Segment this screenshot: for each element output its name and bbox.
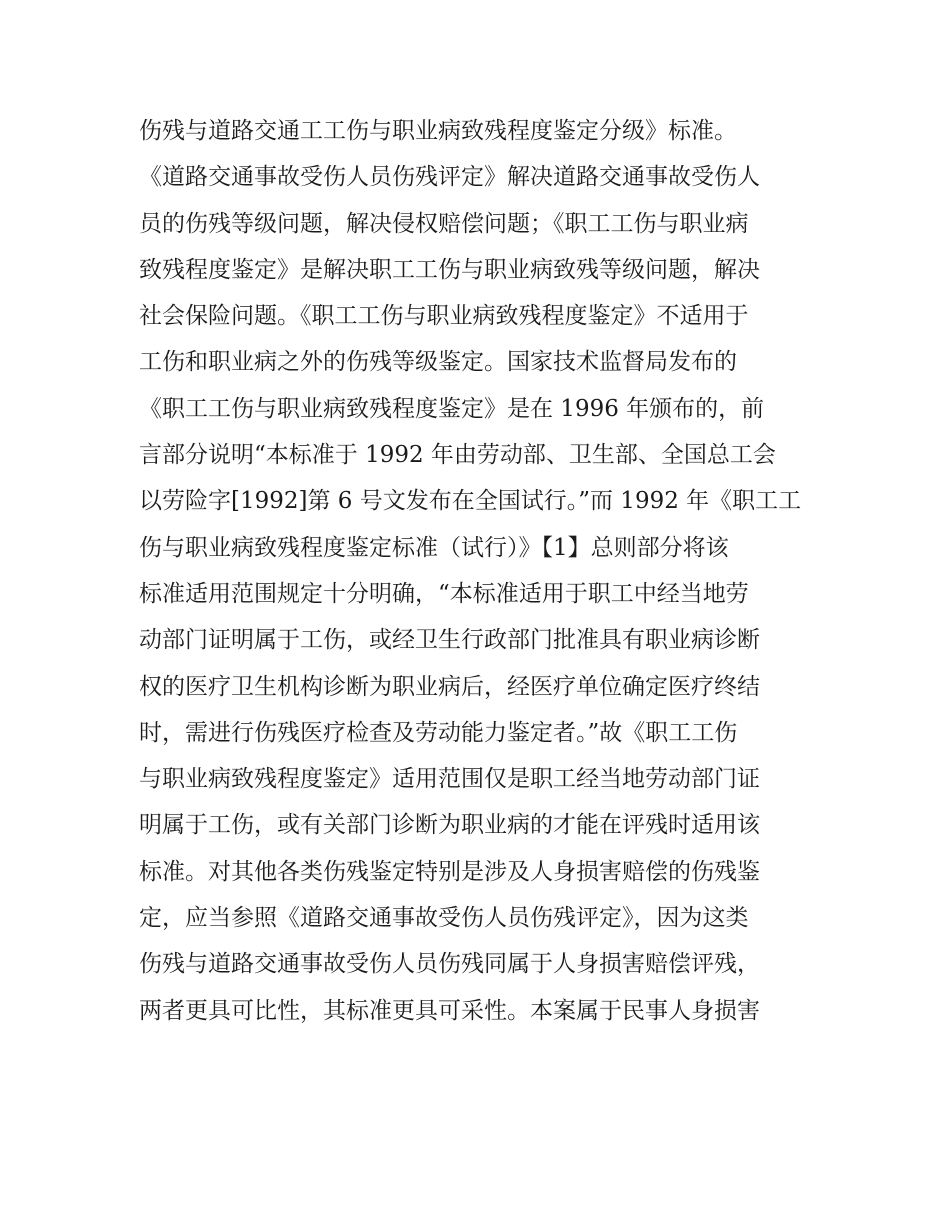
text-line: 定，应当参照《道路交通事故受伤人员伤残评定》，因为这类 [139, 905, 749, 932]
text-line: 伤残与道路交通事故受伤人员伤残同属于人身损害赔偿评残， [139, 951, 760, 978]
body-text [139, 108, 819, 1034]
text-line: 社会保险问题。《职工工伤与职业病致残程度鉴定》不适用于 [139, 303, 749, 330]
text-line: 权的医疗卫生机构诊断为职业病后，经医疗单位确定医疗终结 [139, 673, 760, 700]
text-line: 员的伤残等级问题，解决侵权赔偿问题；《职工工伤与职业病 [139, 210, 749, 237]
text-line: 致残程度鉴定》是解决职工工伤与职业病致残等级问题，解决 [139, 256, 760, 283]
text-line: 标准适用范围规定十分明确，“本标准适用于职工中经当地劳 [139, 580, 749, 607]
text-line: 《道路交通事故受伤人员伤残评定》解决道路交通事故受伤人 [139, 164, 760, 191]
text-line: 与职业病致残程度鉴定》适用范围仅是职工经当地劳动部门证 [139, 766, 760, 793]
text-line: 《职工工伤与职业病致残程度鉴定》是在 1996 年颁布的，前 [139, 395, 765, 422]
text-line: 时，需进行伤残医疗检查及劳动能力鉴定者。”故《职工工伤 [139, 719, 738, 746]
text-line: 动部门证明属于工伤，或经卫生行政部门批准具有职业病诊断 [139, 627, 760, 654]
text-line: 明属于工伤，或有关部门诊断为职业病的才能在评残时适用该 [139, 812, 760, 839]
text-line: 伤与职业病致残程度鉴定标准（试行）》【1】总则部分将该 [139, 534, 729, 561]
text-line: 言部分说明“本标准于 1992 年由劳动部、卫生部、全国总工会 [139, 442, 776, 469]
text-line: 工伤和职业病之外的伤残等级鉴定。国家技术监督局发布的 [139, 349, 737, 376]
text-line: 伤残与道路交通工工伤与职业病致残程度鉴定分级》标准。 [139, 118, 737, 144]
text-line: 两者更具可比性，其标准更具可采性。本案属于民事人身损害 [139, 997, 760, 1024]
text-line: 标准。对其他各类伤残鉴定特别是涉及人身损害赔偿的伤残鉴 [139, 858, 760, 885]
text-line: 以劳险字[1992]第 6 号文发布在全国试行。”而 1992 年《职工工 [139, 488, 802, 515]
